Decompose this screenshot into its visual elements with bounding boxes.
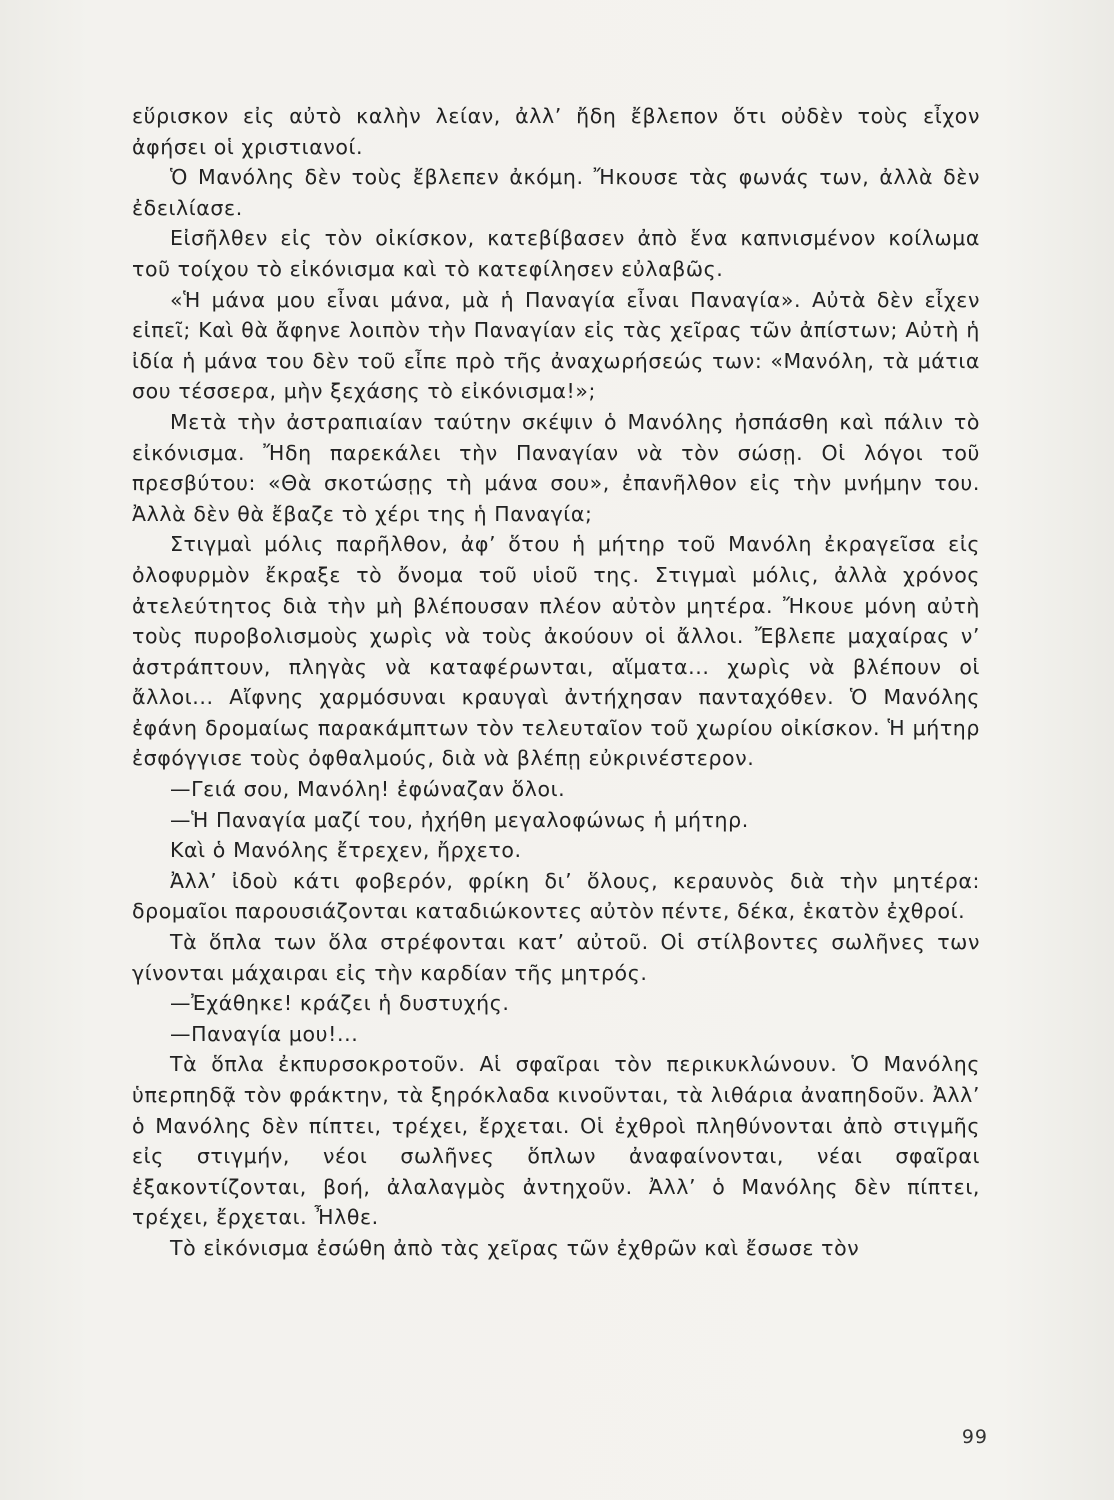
paragraph: Τὸ εἰκόνισμα ἐσώθη ἀπὸ τὰς χεῖρας τῶν ἐχθρῶν καὶ ἔσωσε τὸν [170,1235,860,1260]
body-text [132,101,980,1264]
paragraph: «Ἡ μάνα μου εἶναι μάνα, μὰ ἡ Παναγία εἶναι Παναγία». Αὐτὰ δὲν εἶχεν εἰπεῖ; Καὶ θὰ ἄφηνε λοιπὸν τὴν Παναγίαν εἰς τὰς χεῖρας τῶν ἀπίστων; Αὐτὴ ἡ ἰδία ἡ μάνα του δὲν τοῦ εἶπε πρὸ τῆς ἀναχωρήσεώς των: «Μανόλη, τὰ μάτια σου τέσσερα, μὴν ξεχάσης τὸ εἰκόνισμα!»; [132,287,980,404]
paragraph: —Ἐχάθηκε! κράζει ἡ δυστυχής. [170,991,510,1016]
paragraph: Εἰσῆλθεν εἰς τὸν οἰκίσκον, κατεβίβασεν ἀπὸ ἕνα καπνισμένον κοίλωμα τοῦ τοίχου τὸ εἰκόνισμα καὶ τὸ κατεφίλησεν εὐλαβῶς. [132,226,980,281]
paragraph: Ἀλλ’ ἰδοὺ κάτι φοβερόν, φρίκη δι’ ὅλους, κεραυνὸς διὰ τὴν μητέρα: δρομαῖοι παρουσιάζονται καταδιώκοντες αὐτὸν πέντε, δέκα, ἑκατὸν ἐχθροί. [132,868,980,924]
paragraph: —Γειά σου, Μανόλη! ἐφώναζαν ὅλοι. [170,777,566,802]
paragraph: Τὰ ὅπλα ἐκπυρσοκροτοῦν. Αἱ σφαῖραι τὸν περικυκλώνουν. Ὁ Μανόλης ὑπερπηδᾷ τὸν φράκτην, τὰ ξηρόκλαδα κινοῦνται, τὰ λιθάρια ἀναπηδοῦν. Ἀλλ’ ὁ Μανόλης δὲν πίπτει, τρέχει, ἔρχεται. Οἱ ἐχθροὶ πληθύνονται ἀπὸ στιγμῆς εἰς στιγμήν, νέοι σωλῆνες ὅπλων ἀναφαίνονται, νέαι σφαῖραι ἐξακοντίζονται, βοή, ἀλαλαγμὸς ἀντηχοῦν. Ἀλλ’ ὁ Μανόλης δὲν πίπτει, τρέχει, ἔρχεται. Ἦλθε. [132,1052,980,1230]
paragraph: εὕρισκον εἰς αὐτὸ καλὴν λείαν, ἀλλ’ ἤδη ἔβλεπον ὅτι οὐδὲν τοὺς εἶχον ἀφήσει οἱ χριστιανοί. [132,104,980,159]
paragraph: Ὁ Μανόλης δὲν τοὺς ἔβλεπεν ἀκόμη. Ἤκουσε τὰς φωνάς των, ἀλλὰ δὲν ἐδειλίασε. [132,165,980,220]
paragraph: Καὶ ὁ Μανόλης ἔτρεχεν, ἤρχετο. [170,838,522,863]
paragraph: Τὰ ὅπλα των ὅλα στρέφονται κατ’ αὐτοῦ. Οἱ στίλβοντες σωλῆνες των γίνονται μάχαιραι εἰς τὴν καρδίαν τῆς μητρός. [132,930,980,985]
paragraph: Μετὰ τὴν ἀστραπιαίαν ταύτην σκέψιν ὁ Μανόλης ἠσπάσθη καὶ πάλιν τὸ εἰκόνισμα. Ἤδη παρεκάλει τὴν Παναγίαν νὰ τὸν σώσῃ. Οἱ λόγοι τοῦ πρεσβύτου: «Θὰ σκοτώσῃς τὴ μάνα σου», ἐπανῆλθον εἰς τὴν μνήμην του. Ἀλλὰ δὲν θὰ ἔβαζε τὸ χέρι της ἡ Παναγία; [132,409,980,526]
paragraph: —Ἡ Παναγία μαζί του, ἠχήθη μεγαλοφώνως ἡ μήτηρ. [170,807,749,832]
paragraph: Στιγμαὶ μόλις παρῆλθον, ἀφ’ ὅτου ἡ μήτηρ τοῦ Μανόλη ἐκραγεῖσα εἰς ὀλοφυρμὸν ἔκραξε τὸ ὄνομα τοῦ υἱοῦ της. Στιγμαὶ μόλις, ἀλλὰ χρόνος ἀτελεύτητος διὰ τὴν μὴ βλέπουσαν πλέον αὐτὸν μητέρα. Ἤκουε μόνη αὐτὴ τοὺς πυροβολισμοὺς χωρὶς νὰ τοὺς ἀκούουν οἱ ἄλλοι. Ἔβλεπε μαχαίρας ν’ ἀστράπτουν, πληγὰς νὰ καταφέρωνται, αἵματα... χωρὶς νὰ βλέπουν οἱ ἄλλοι... Αἴφνης χαρμόσυναι κραυγαὶ ἀντήχησαν πανταχόθεν. Ὁ Μανόλης ἐφάνη δρομαίως παρακάμπτων τὸν τελευταῖον τοῦ χωρίου οἰκίσκον. Ἡ μήτηρ ἐσφόγγισε τοὺς ὀφθαλμούς, διὰ νὰ βλέπῃ εὐκρινέστερον. [132,532,980,771]
paragraph: —Παναγία μου!... [170,1021,359,1046]
page-number: 99 [961,1426,988,1448]
